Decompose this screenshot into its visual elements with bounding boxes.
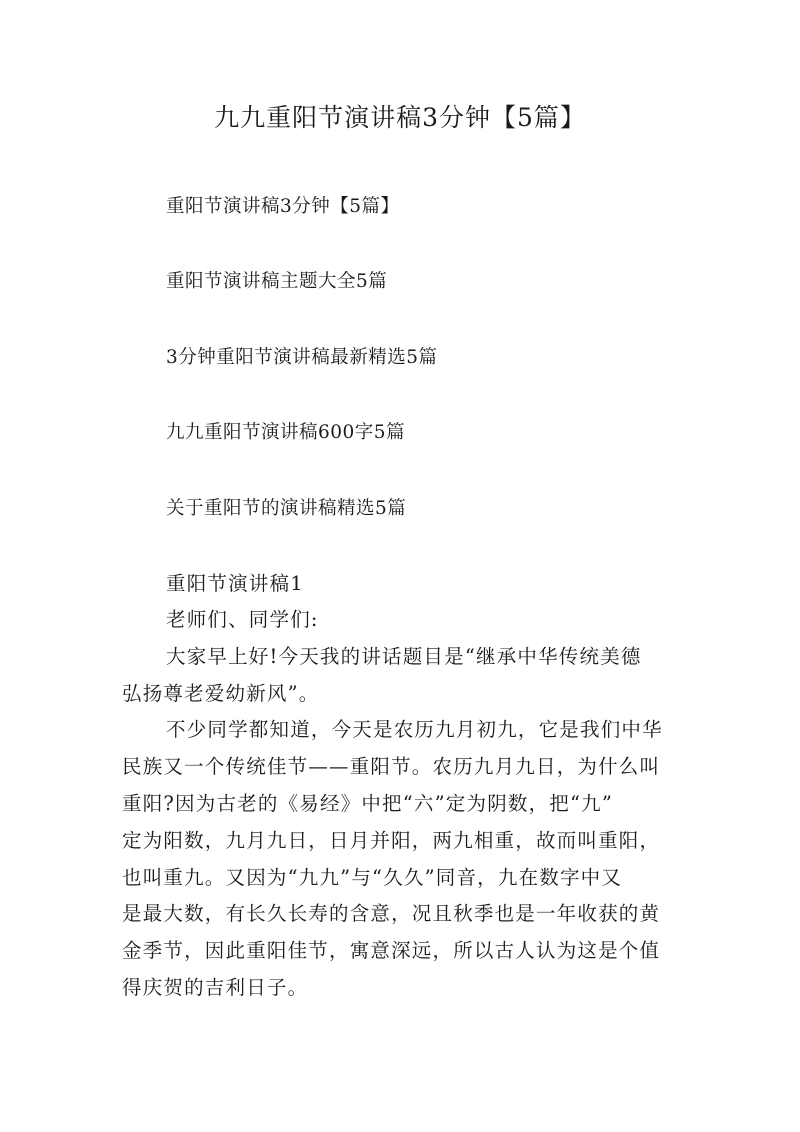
- toc-item: 重阳节演讲稿3分钟【5篇】: [166, 196, 400, 217]
- paragraph-line: 也叫重九。又因为“九九”与“久久”同音，九在数字中又: [122, 866, 623, 889]
- toc-item: 关于重阳节的演讲稿精选5篇: [166, 498, 407, 519]
- paragraph-line: 不少同学都知道，今天是农历九月初九，它是我们中华: [166, 718, 663, 741]
- salutation: 老师们、同学们:: [166, 608, 319, 631]
- paragraph-line: 大家早上好!今天我的讲话题目是“继承中华传统美德: [166, 645, 642, 668]
- speech-heading: 重阳节演讲稿1: [166, 572, 304, 595]
- toc-item: 重阳节演讲稿主题大全5篇: [166, 271, 388, 292]
- document-title: 九九重阳节演讲稿3分钟【5篇】: [214, 103, 586, 132]
- paragraph-line: 定为阳数，九月九日，日月并阳，两九相重，故而叫重阳，: [122, 829, 661, 852]
- paragraph-line: 金季节，因此重阳佳节，寓意深远，所以古人认为这是个值: [122, 939, 661, 962]
- paragraph-line: 弘扬尊老爱幼新风”。: [122, 682, 320, 705]
- paragraph-line: 重阳?因为古老的《易经》中把“六”定为阴数，把“九”: [122, 792, 614, 815]
- paragraph-line: 是最大数，有长久长寿的含意，况且秋季也是一年收获的黄: [122, 902, 661, 925]
- toc-item: 3分钟重阳节演讲稿最新精选5篇: [166, 347, 438, 368]
- toc-item: 九九重阳节演讲稿600字5篇: [166, 422, 406, 443]
- paragraph-line: 得庆贺的吉利日子。: [122, 976, 309, 999]
- paragraph-line: 民族又一个传统佳节——重阳节。农历九月九日，为什么叫: [122, 755, 661, 778]
